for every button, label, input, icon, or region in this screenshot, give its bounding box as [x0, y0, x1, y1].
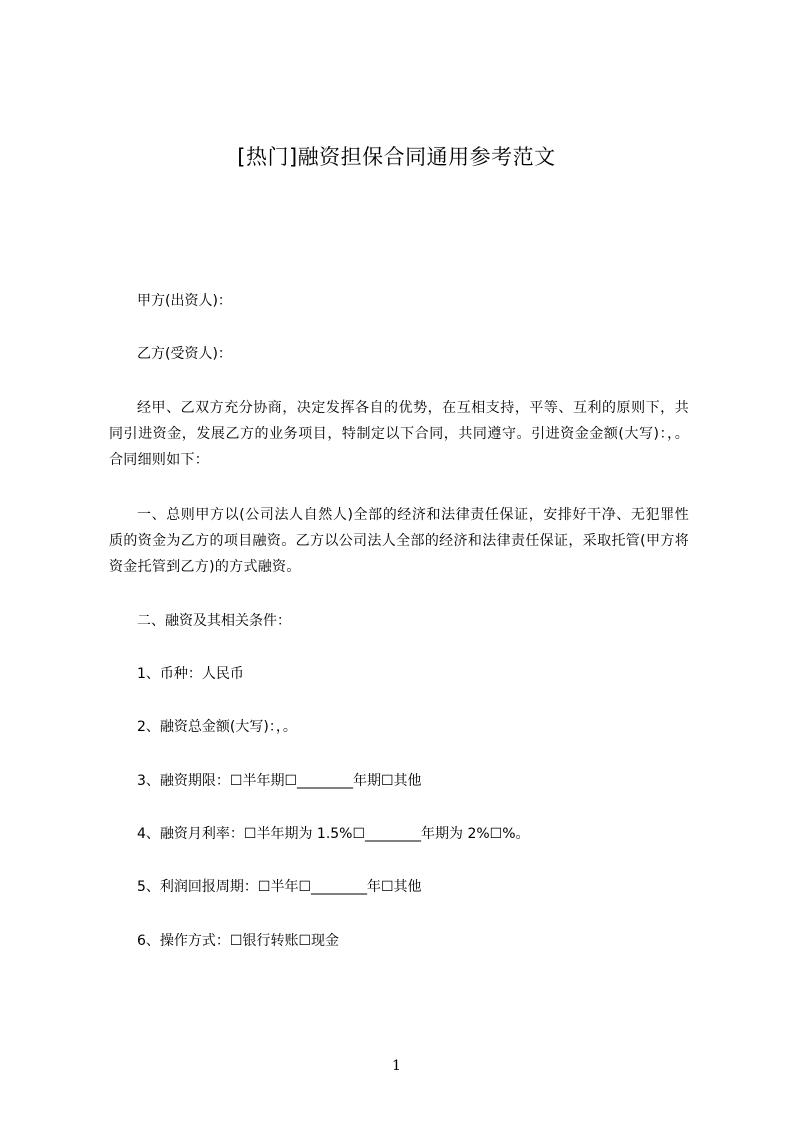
item-term: 3、融资期限：☐半年期☐________年期☐其他	[137, 773, 422, 789]
item-monthly-rate: 4、融资月利率：☐半年期为 1.5%☐________年期为 2%☐%。	[137, 826, 530, 842]
item-operation-method: 6、操作方式：☐银行转账☐现金	[137, 933, 340, 949]
party-a-line: 甲方(出资人)：	[137, 293, 232, 309]
page-title: [热门]融资担保合同通用参考范文	[237, 145, 556, 169]
item-return-cycle: 5、利润回报周期：☐半年☐________年☐其他	[137, 879, 422, 895]
party-b-line: 乙方(受资人)：	[137, 346, 232, 362]
section-1-paragraph: 一、总则甲方以(公司法人自然人)全部的经济和法律责任保证，安排好干净、无犯罪性质的资金为乙方的项目融资。乙方以公司法人全部的经济和法律责任保证，采取托管(甲方将资金托管到乙方)的方式融资。	[109, 507, 689, 575]
item-currency: 1、币种：人民币	[137, 666, 244, 682]
section-2-heading: 二、融资及其相关条件：	[137, 613, 291, 629]
intro-paragraph: 经甲、乙双方充分协商，决定发挥各自的优势，在互相支持，平等、互利的原则下，共同引进资金，发展乙方的业务项目，特制定以下合同，共同遵守。引进资金金额(大写)：，。合同细则如下：	[109, 400, 689, 468]
page-number: 1	[392, 1058, 401, 1074]
item-total-amount: 2、融资总金额(大写)：，。	[137, 719, 297, 735]
